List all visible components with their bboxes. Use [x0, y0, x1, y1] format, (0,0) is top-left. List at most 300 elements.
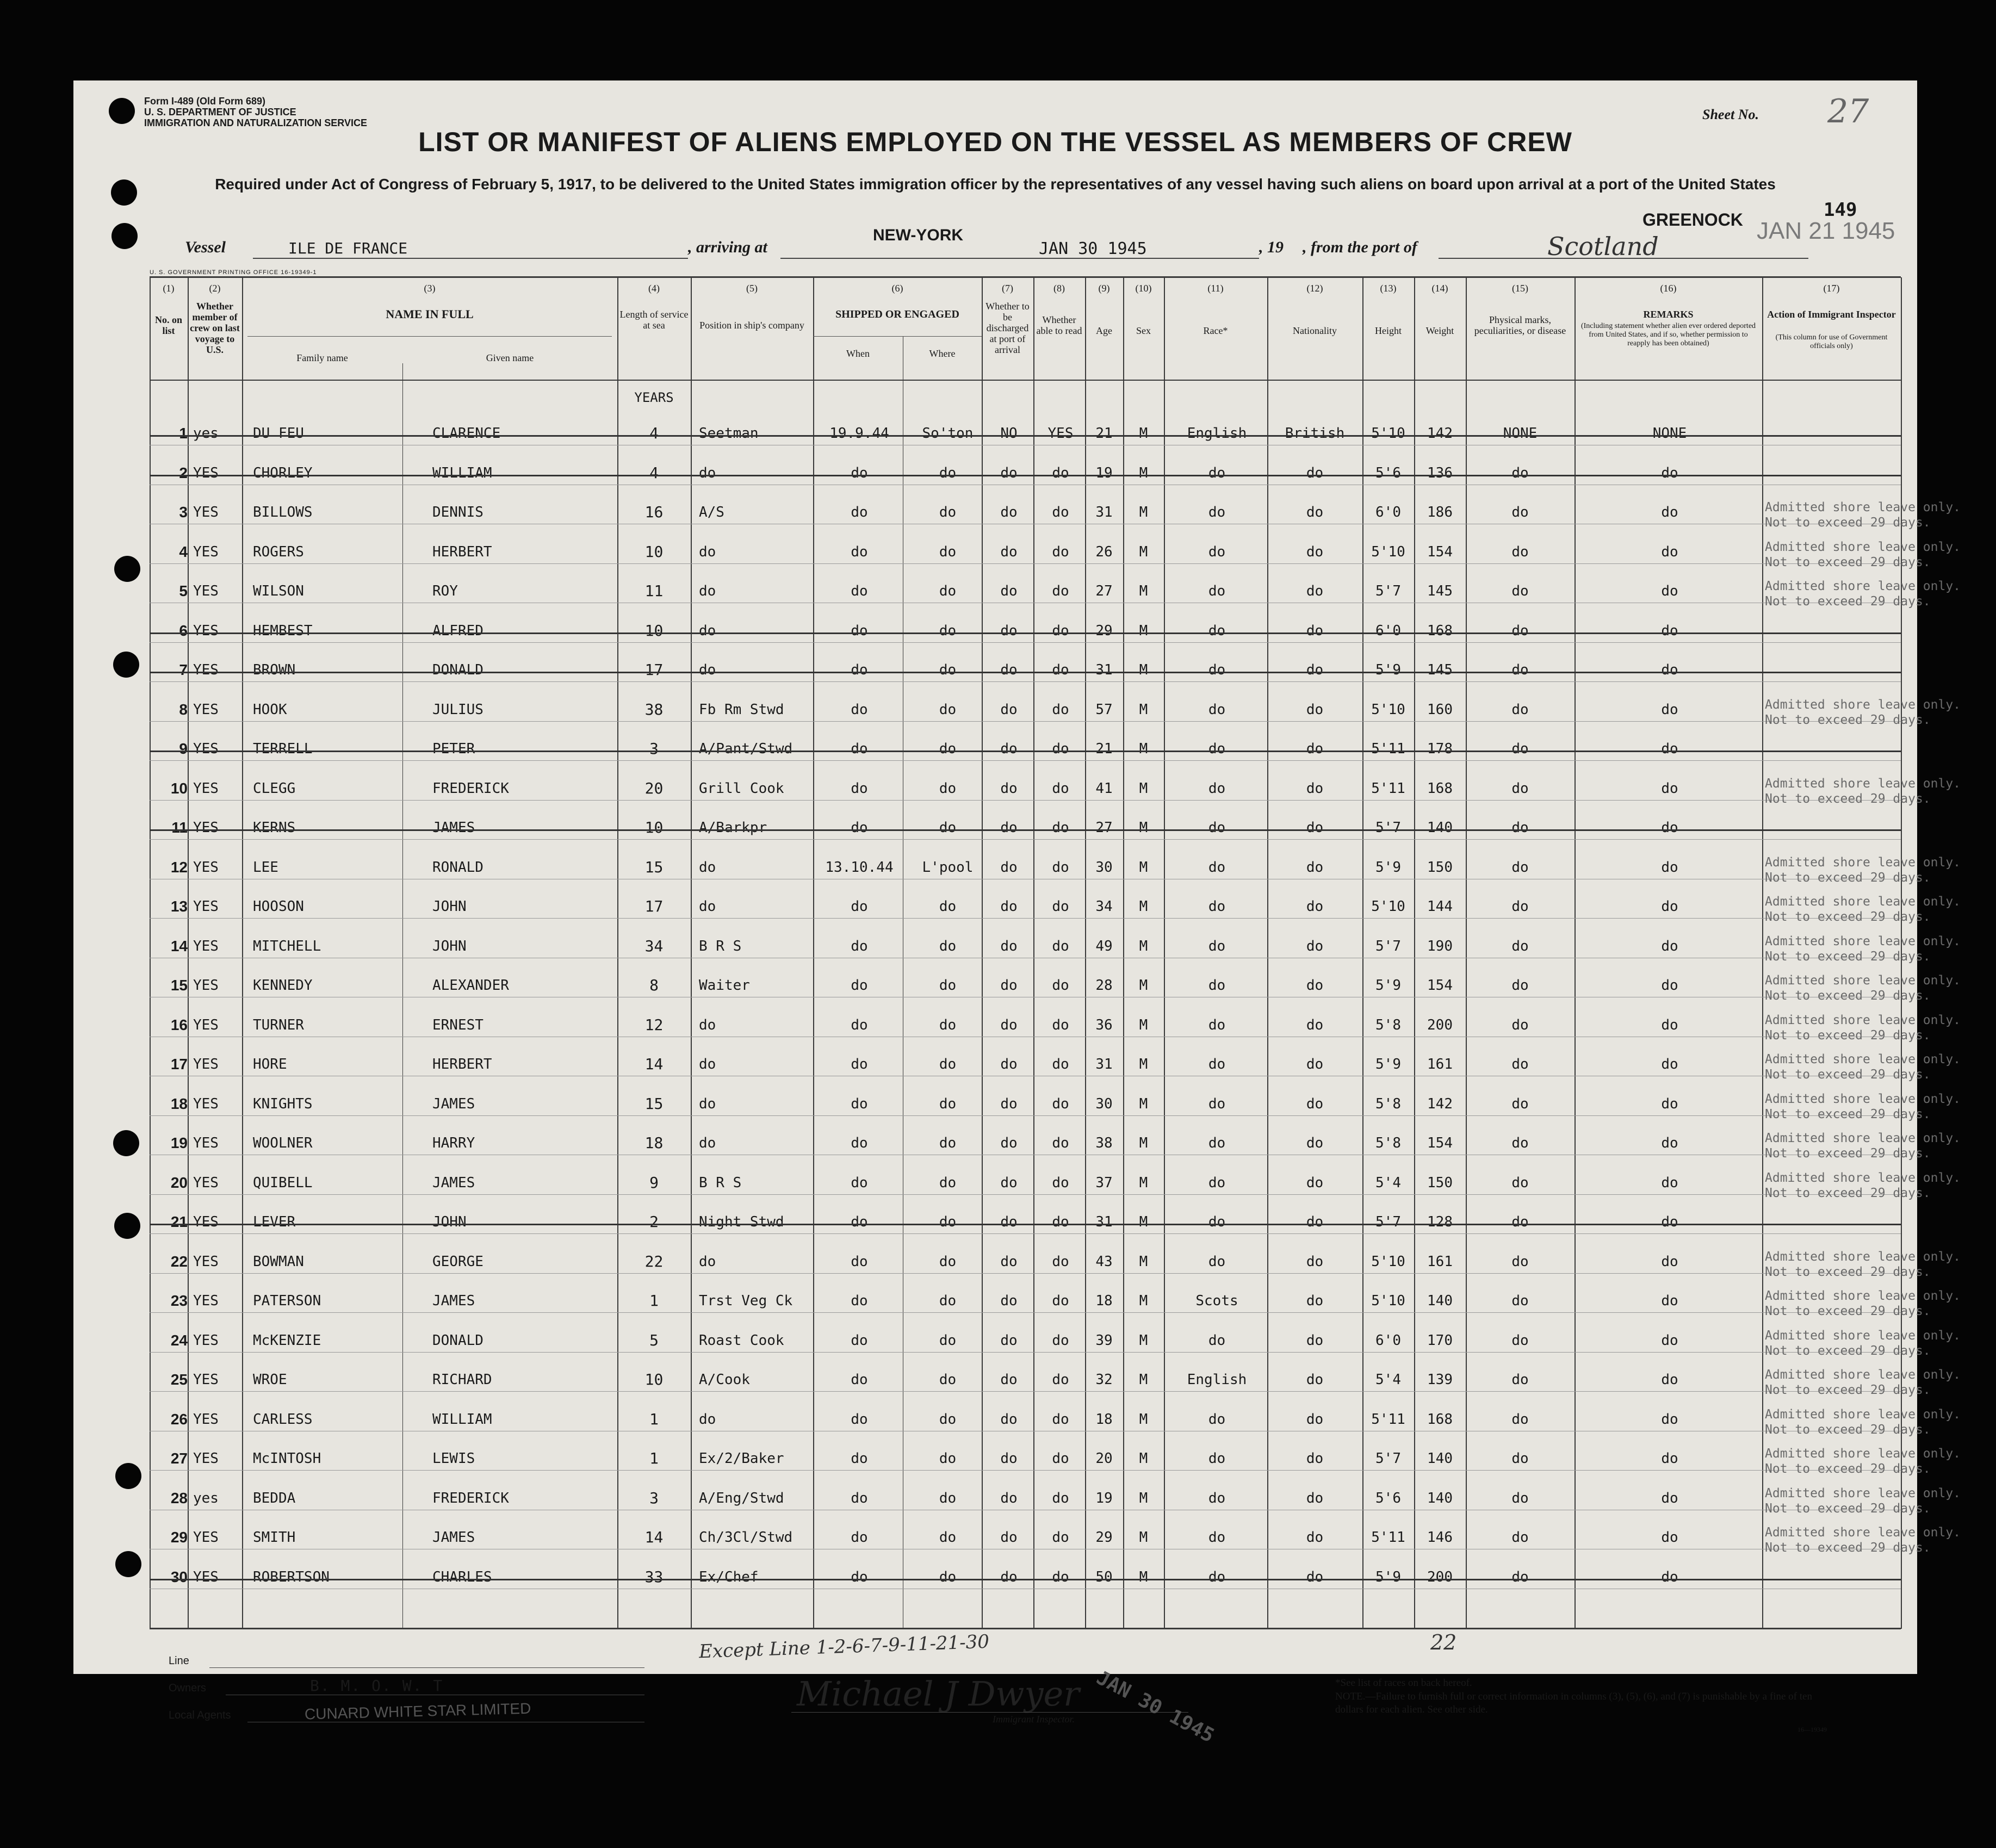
race-cell: do — [1208, 780, 1226, 797]
years-cell: 4 — [649, 424, 659, 442]
shore-leave-stamp — [1765, 1131, 1961, 1161]
remarks-cell: do — [1661, 1293, 1678, 1309]
family-name-cell: ROBERTSON — [253, 1569, 330, 1585]
years-cell: 38 — [644, 700, 664, 718]
shipped-where-cell: do — [939, 1135, 957, 1151]
weight-cell: 142 — [1427, 1096, 1453, 1112]
stamp-line: Admitted shore leave only. — [1765, 1013, 1961, 1027]
able-to-read-cell: do — [1052, 780, 1069, 797]
row-number: 21 — [170, 1213, 188, 1230]
binder-hole — [113, 1130, 139, 1156]
table-bottom-border — [150, 1628, 1901, 1629]
weight-cell: 200 — [1427, 1017, 1453, 1033]
row-rule — [150, 1233, 1901, 1234]
years-cell: 1 — [649, 1292, 659, 1310]
struck-row-line — [150, 435, 1901, 437]
height-cell: 5'9 — [1375, 859, 1401, 876]
shore-leave-stamp — [1765, 1092, 1961, 1122]
shore-leave-stamp — [1765, 697, 1961, 728]
stamp-line: Admitted shore leave only. — [1765, 579, 1961, 593]
nationality-cell: do — [1306, 1293, 1324, 1309]
sex-cell: M — [1139, 898, 1148, 915]
sex-cell: M — [1139, 1175, 1148, 1191]
physical-marks-cell: NONE — [1503, 425, 1538, 442]
family-name-cell: HORE — [253, 1056, 287, 1072]
position-cell: do — [699, 1411, 716, 1428]
weight-cell: 170 — [1427, 1332, 1453, 1349]
shipped-where-cell: do — [939, 583, 957, 599]
years-cell: 10 — [644, 543, 664, 561]
nationality-cell: do — [1306, 1372, 1324, 1388]
height-cell: 5'9 — [1375, 1569, 1401, 1585]
shore-leave-stamp — [1765, 1328, 1961, 1359]
shipped-where-cell: do — [939, 1450, 957, 1467]
sex-cell: M — [1139, 1529, 1148, 1546]
discharged-cell: do — [1000, 504, 1018, 520]
age-cell: 57 — [1095, 702, 1113, 718]
binder-hole — [109, 98, 135, 124]
shipped-when-cell: do — [851, 1254, 868, 1270]
binder-hole — [114, 556, 140, 582]
header-age: Age — [1096, 325, 1112, 336]
position-cell: A/Barkpr — [699, 820, 767, 836]
physical-marks-cell: do — [1511, 1450, 1529, 1467]
age-cell: 29 — [1095, 623, 1113, 639]
nationality-cell: do — [1306, 623, 1324, 639]
header-nationality: Nationality — [1293, 325, 1337, 336]
age-cell: 31 — [1095, 662, 1113, 678]
remarks-cell: do — [1661, 859, 1678, 876]
nationality-cell: do — [1306, 1411, 1324, 1428]
family-name-cell: BROWN — [253, 662, 296, 678]
row-number: 20 — [170, 1174, 188, 1191]
struck-row-line — [150, 829, 1901, 831]
years-cell: 17 — [644, 661, 664, 679]
race-cell: do — [1208, 1411, 1226, 1428]
discharged-cell: NO — [1000, 425, 1018, 442]
col-number: (9) — [1098, 283, 1110, 294]
stamp-line: Not to exceed 29 days. — [1765, 1502, 1931, 1516]
discharged-cell: do — [1000, 1450, 1018, 1467]
height-cell: 5'11 — [1371, 741, 1405, 757]
shipped-when-cell: do — [851, 1017, 868, 1033]
family-name-cell: KENNEDY — [253, 977, 313, 994]
family-name-cell: ROGERS — [253, 544, 304, 560]
years-cell: 10 — [644, 1371, 664, 1388]
remarks-cell: do — [1661, 1254, 1678, 1270]
crew-member-cell: YES — [193, 741, 219, 757]
shore-leave-stamp — [1765, 1288, 1961, 1319]
nationality-cell: do — [1306, 465, 1324, 481]
physical-marks-cell: do — [1511, 1293, 1529, 1309]
discharged-cell: do — [1000, 544, 1018, 560]
weight-cell: 140 — [1427, 820, 1453, 836]
shipped-when-cell: do — [851, 898, 868, 915]
stamp-line: Not to exceed 29 days. — [1765, 1265, 1931, 1279]
discharged-cell: do — [1000, 1096, 1018, 1112]
col-line — [1033, 277, 1034, 1629]
position-cell: do — [699, 583, 716, 599]
shipped-where-cell: do — [939, 1017, 957, 1033]
inspection-date-stamp: JAN 30 1945 — [1093, 1666, 1218, 1747]
weight-cell: 140 — [1427, 1490, 1453, 1506]
weight-cell: 136 — [1427, 465, 1453, 481]
col-line — [188, 277, 189, 1629]
form-identifier — [144, 96, 367, 128]
given-name-cell: RICHARD — [432, 1372, 492, 1388]
header-weight: Weight — [1425, 325, 1454, 336]
given-name-cell: HERBERT — [432, 544, 492, 560]
shore-leave-stamp — [1765, 934, 1961, 964]
shore-leave-stamp — [1765, 973, 1961, 1003]
years-cell: 34 — [644, 937, 664, 955]
able-to-read-cell: do — [1052, 1214, 1069, 1230]
stamp-line: Not to exceed 29 days. — [1765, 950, 1931, 964]
discharged-cell: do — [1000, 702, 1018, 718]
physical-marks-cell: do — [1511, 1214, 1529, 1230]
physical-marks-cell: do — [1511, 465, 1529, 481]
header-height: Height — [1375, 325, 1402, 336]
race-cell: do — [1208, 1450, 1226, 1467]
vessel-underline — [253, 258, 688, 259]
col-line — [1466, 277, 1467, 1629]
height-cell: 5'10 — [1371, 1254, 1405, 1270]
nationality-cell: do — [1306, 583, 1324, 599]
discharged-cell: do — [1000, 977, 1018, 994]
given-name-cell: HARRY — [432, 1135, 475, 1151]
stamp-line: Not to exceed 29 days. — [1765, 1344, 1931, 1358]
sex-cell: M — [1139, 977, 1148, 994]
family-name-cell: DU FEU — [253, 425, 304, 442]
shipped-when-cell: do — [851, 1529, 868, 1546]
col-number: (6) — [891, 283, 903, 294]
weight-cell: 139 — [1427, 1372, 1453, 1388]
col-number: (1) — [163, 283, 175, 294]
given-name-cell: JULIUS — [432, 702, 483, 718]
stamp-line: Admitted shore leave only. — [1765, 1447, 1961, 1461]
sex-cell: M — [1139, 662, 1148, 678]
col-line — [402, 363, 403, 1628]
years-cell: 12 — [644, 1016, 664, 1034]
stamp-line: Admitted shore leave only. — [1765, 1171, 1961, 1185]
struck-row-line — [150, 751, 1901, 752]
position-cell: do — [699, 1096, 716, 1112]
row-rule — [150, 918, 1901, 919]
shipped-where-cell: do — [939, 741, 957, 757]
shipped-when-cell: do — [851, 780, 868, 797]
shipped-where-cell: do — [939, 938, 957, 954]
shipped-where-cell: do — [939, 1490, 957, 1506]
given-name-cell: DENNIS — [432, 504, 483, 520]
years-cell: 3 — [649, 740, 659, 758]
stamp-line: Admitted shore leave only. — [1765, 1525, 1961, 1540]
shipped-when-cell: do — [851, 741, 868, 757]
discharged-cell: do — [1000, 1293, 1018, 1309]
physical-marks-cell: do — [1511, 1056, 1529, 1072]
row-number: 2 — [179, 464, 188, 481]
binder-hole — [115, 1551, 141, 1577]
able-to-read-cell: do — [1052, 544, 1069, 560]
nationality-cell: do — [1306, 1450, 1324, 1467]
arrival-underline — [780, 258, 1259, 259]
stamp-line: Not to exceed 29 days. — [1765, 1462, 1931, 1476]
sex-cell: M — [1139, 1569, 1148, 1585]
age-cell: 41 — [1095, 780, 1113, 797]
row-number: 11 — [171, 819, 188, 836]
position-cell: Grill Cook — [699, 780, 784, 797]
header-sex: Sex — [1136, 325, 1151, 336]
age-cell: 32 — [1095, 1372, 1113, 1388]
shipped-when-cell: do — [851, 820, 868, 836]
race-cell: do — [1208, 1096, 1226, 1112]
col-line — [813, 277, 814, 1629]
remarks-cell: do — [1661, 1490, 1678, 1506]
years-cell: 10 — [644, 818, 664, 836]
height-cell: 5'7 — [1375, 1214, 1401, 1230]
crew-member-cell: YES — [193, 1372, 219, 1388]
col-line — [242, 277, 243, 1629]
race-cell: do — [1208, 1569, 1226, 1585]
nationality-cell: do — [1306, 859, 1324, 876]
able-to-read-cell: do — [1052, 1293, 1069, 1309]
remarks-cell: do — [1661, 623, 1678, 639]
nationality-cell: do — [1306, 1214, 1324, 1230]
crew-member-cell: YES — [193, 1135, 219, 1151]
height-cell: 5'7 — [1375, 583, 1401, 599]
race-cell: do — [1208, 741, 1226, 757]
shore-leave-stamp — [1765, 1486, 1961, 1516]
sex-cell: M — [1139, 1372, 1148, 1388]
weight-cell: 168 — [1427, 1411, 1453, 1428]
weight-cell: 178 — [1427, 741, 1453, 757]
struck-row-line — [150, 1579, 1901, 1580]
header-physical-marks: Physical marks, peculiarities, or disease — [1474, 314, 1566, 336]
given-name-cell: HERBERT — [432, 1056, 492, 1072]
able-to-read-cell: do — [1052, 898, 1069, 915]
shore-leave-stamp — [1765, 1170, 1961, 1201]
family-name-cell: LEVER — [253, 1214, 296, 1230]
sheet-number-label: Sheet No. — [1702, 107, 1759, 122]
years-cell: 8 — [649, 976, 659, 994]
stamp-line: Not to exceed 29 days. — [1765, 989, 1931, 1003]
stamp-line: Admitted shore leave only. — [1765, 698, 1961, 712]
crew-member-cell: YES — [193, 1293, 219, 1309]
header-action-sub: (This column for use of Government officials only) — [1775, 333, 1888, 350]
col-line — [1575, 277, 1576, 1629]
stamp-line: Not to exceed 29 days. — [1765, 1304, 1931, 1318]
sex-cell: M — [1139, 1332, 1148, 1349]
family-name-cell: WROE — [253, 1372, 287, 1388]
weight-cell: 161 — [1427, 1056, 1453, 1072]
shipped-when-cell: do — [851, 623, 868, 639]
age-cell: 29 — [1095, 1529, 1113, 1546]
discharged-cell: do — [1000, 938, 1018, 954]
remarks-cell: do — [1661, 780, 1678, 797]
race-cell: do — [1208, 465, 1226, 481]
sex-cell: M — [1139, 465, 1148, 481]
able-to-read-cell: do — [1052, 1096, 1069, 1112]
remarks-cell: do — [1661, 1214, 1678, 1230]
discharged-cell: do — [1000, 1056, 1018, 1072]
able-to-read-cell: do — [1052, 623, 1069, 639]
weight-cell: 186 — [1427, 504, 1453, 520]
crew-member-cell: YES — [193, 662, 219, 678]
race-cell: do — [1208, 820, 1226, 836]
shipped-where-cell: do — [939, 898, 957, 915]
binder-hole — [111, 223, 138, 249]
row-rule — [150, 1273, 1901, 1274]
stamp-line: Admitted shore leave only. — [1765, 934, 1961, 948]
race-cell: do — [1208, 662, 1226, 678]
row-rule — [150, 563, 1901, 564]
able-to-read-cell: do — [1052, 1411, 1069, 1428]
physical-marks-cell: do — [1511, 702, 1529, 718]
age-cell: 31 — [1095, 504, 1113, 520]
col-number: (10) — [1135, 283, 1152, 294]
able-to-read-cell: do — [1052, 859, 1069, 876]
years-cell: 33 — [644, 1568, 664, 1586]
stamp-line: Not to exceed 29 days. — [1765, 1383, 1931, 1397]
header-crew-member: Whether member of crew on last voyage to U.S. — [190, 301, 240, 355]
position-cell: do — [699, 1135, 716, 1151]
position-cell: Fb Rm Stwd — [699, 702, 784, 718]
remarks-cell: do — [1661, 898, 1678, 915]
age-cell: 38 — [1095, 1135, 1113, 1151]
years-cell: 15 — [644, 858, 664, 876]
weight-cell: 154 — [1427, 544, 1453, 560]
col-line — [691, 277, 692, 1629]
stamp-line: Not to exceed 29 days. — [1765, 1541, 1931, 1555]
age-cell: 18 — [1095, 1293, 1113, 1309]
height-cell: 6'0 — [1375, 1332, 1401, 1349]
age-cell: 34 — [1095, 898, 1113, 915]
height-cell: 5'7 — [1375, 1450, 1401, 1467]
shipped-where-cell: do — [939, 623, 957, 639]
height-cell: 5'4 — [1375, 1372, 1401, 1388]
shipped-where-cell: do — [939, 1214, 957, 1230]
age-cell: 20 — [1095, 1450, 1113, 1467]
given-name-cell: FREDERICK — [432, 1490, 509, 1506]
sex-cell: M — [1139, 1214, 1148, 1230]
race-cell: do — [1208, 1490, 1226, 1506]
years-cell: 20 — [644, 779, 664, 797]
nationality-cell: do — [1306, 544, 1324, 560]
sex-cell: M — [1139, 425, 1148, 442]
stamp-line: Admitted shore leave only. — [1765, 1486, 1961, 1500]
sex-cell: M — [1139, 544, 1148, 560]
col-number: (16) — [1660, 283, 1677, 294]
physical-marks-cell: do — [1511, 938, 1529, 954]
shore-leave-stamp — [1765, 1446, 1961, 1477]
able-to-read-cell: do — [1052, 938, 1069, 954]
years-cell: 1 — [649, 1410, 659, 1428]
inspector-signature: Michael J Dwyer — [797, 1674, 1080, 1714]
col-line — [1762, 277, 1763, 1629]
shipped-where-cell: So'ton — [922, 425, 974, 442]
crew-member-cell: YES — [193, 977, 219, 994]
header-position: Position in ship's company — [699, 320, 804, 331]
row-number: 30 — [170, 1568, 188, 1585]
given-name-cell: PETER — [432, 741, 475, 757]
crew-member-cell: YES — [193, 702, 219, 718]
departure-port: GREENOCK — [1642, 210, 1743, 230]
position-cell: do — [699, 898, 716, 915]
able-to-read-cell: do — [1052, 702, 1069, 718]
discharged-cell: do — [1000, 820, 1018, 836]
page-number: 149 — [1824, 199, 1857, 221]
weight-cell: 150 — [1427, 1175, 1453, 1191]
remarks-cell: do — [1661, 741, 1678, 757]
given-name-cell: WILLIAM — [432, 1411, 492, 1428]
able-to-read-cell: do — [1052, 741, 1069, 757]
agents-label: Local Agents — [169, 1709, 231, 1721]
height-cell: 5'10 — [1371, 898, 1405, 915]
shore-leave-stamp — [1765, 776, 1961, 807]
header-bottom-border — [150, 380, 1901, 381]
discharged-cell: do — [1000, 662, 1018, 678]
stamp-line: Not to exceed 29 days. — [1765, 1068, 1931, 1082]
family-name-cell: WILSON — [253, 583, 304, 599]
weight-cell: 154 — [1427, 1135, 1453, 1151]
able-to-read-cell: do — [1052, 1332, 1069, 1349]
remarks-cell: do — [1661, 1017, 1678, 1033]
able-to-read-cell: do — [1052, 977, 1069, 994]
years-cell: 10 — [644, 622, 664, 640]
position-cell: Ex/2/Baker — [699, 1450, 784, 1467]
stamp-line: Admitted shore leave only. — [1765, 1092, 1961, 1106]
weight-cell: 140 — [1427, 1293, 1453, 1309]
family-name-cell: LEE — [253, 859, 278, 876]
nationality-cell: do — [1306, 1096, 1324, 1112]
family-name-cell: WOOLNER — [253, 1135, 313, 1151]
position-cell: A/Eng/Stwd — [699, 1490, 784, 1506]
position-cell: B R S — [699, 1175, 742, 1191]
family-name-cell: SMITH — [253, 1529, 296, 1546]
sex-cell: M — [1139, 1135, 1148, 1151]
shore-leave-stamp — [1765, 500, 1961, 530]
shipped-where-cell: do — [939, 504, 957, 520]
discharged-cell: do — [1000, 1569, 1018, 1585]
remarks-cell: do — [1661, 702, 1678, 718]
stamp-line: Admitted shore leave only. — [1765, 855, 1961, 870]
weight-cell: 142 — [1427, 425, 1453, 442]
given-name-cell: DONALD — [432, 1332, 483, 1349]
crew-member-cell: YES — [193, 1096, 219, 1112]
age-cell: 18 — [1095, 1411, 1113, 1428]
sex-cell: M — [1139, 938, 1148, 954]
age-cell: 19 — [1095, 1490, 1113, 1506]
crew-member-cell: YES — [193, 820, 219, 836]
stamp-line: Not to exceed 29 days. — [1765, 1146, 1931, 1161]
shore-leave-stamp — [1765, 855, 1961, 885]
col-number: (13) — [1380, 283, 1397, 294]
weight-cell: 128 — [1427, 1214, 1453, 1230]
shipped-where-cell: do — [939, 702, 957, 718]
height-cell: 5'9 — [1375, 662, 1401, 678]
given-name-cell: DONALD — [432, 662, 483, 678]
age-cell: 31 — [1095, 1056, 1113, 1072]
nationality-cell: do — [1306, 1017, 1324, 1033]
inspector-label: Immigrant Inspector. — [993, 1714, 1075, 1725]
weight-cell: 144 — [1427, 898, 1453, 915]
position-cell: do — [699, 544, 716, 560]
family-name-cell: TURNER — [253, 1017, 304, 1033]
height-cell: 6'0 — [1375, 623, 1401, 639]
line-label: Line — [169, 1655, 189, 1667]
nationality-cell: British — [1285, 425, 1345, 442]
able-to-read-cell: do — [1052, 1254, 1069, 1270]
nationality-cell: do — [1306, 1135, 1324, 1151]
